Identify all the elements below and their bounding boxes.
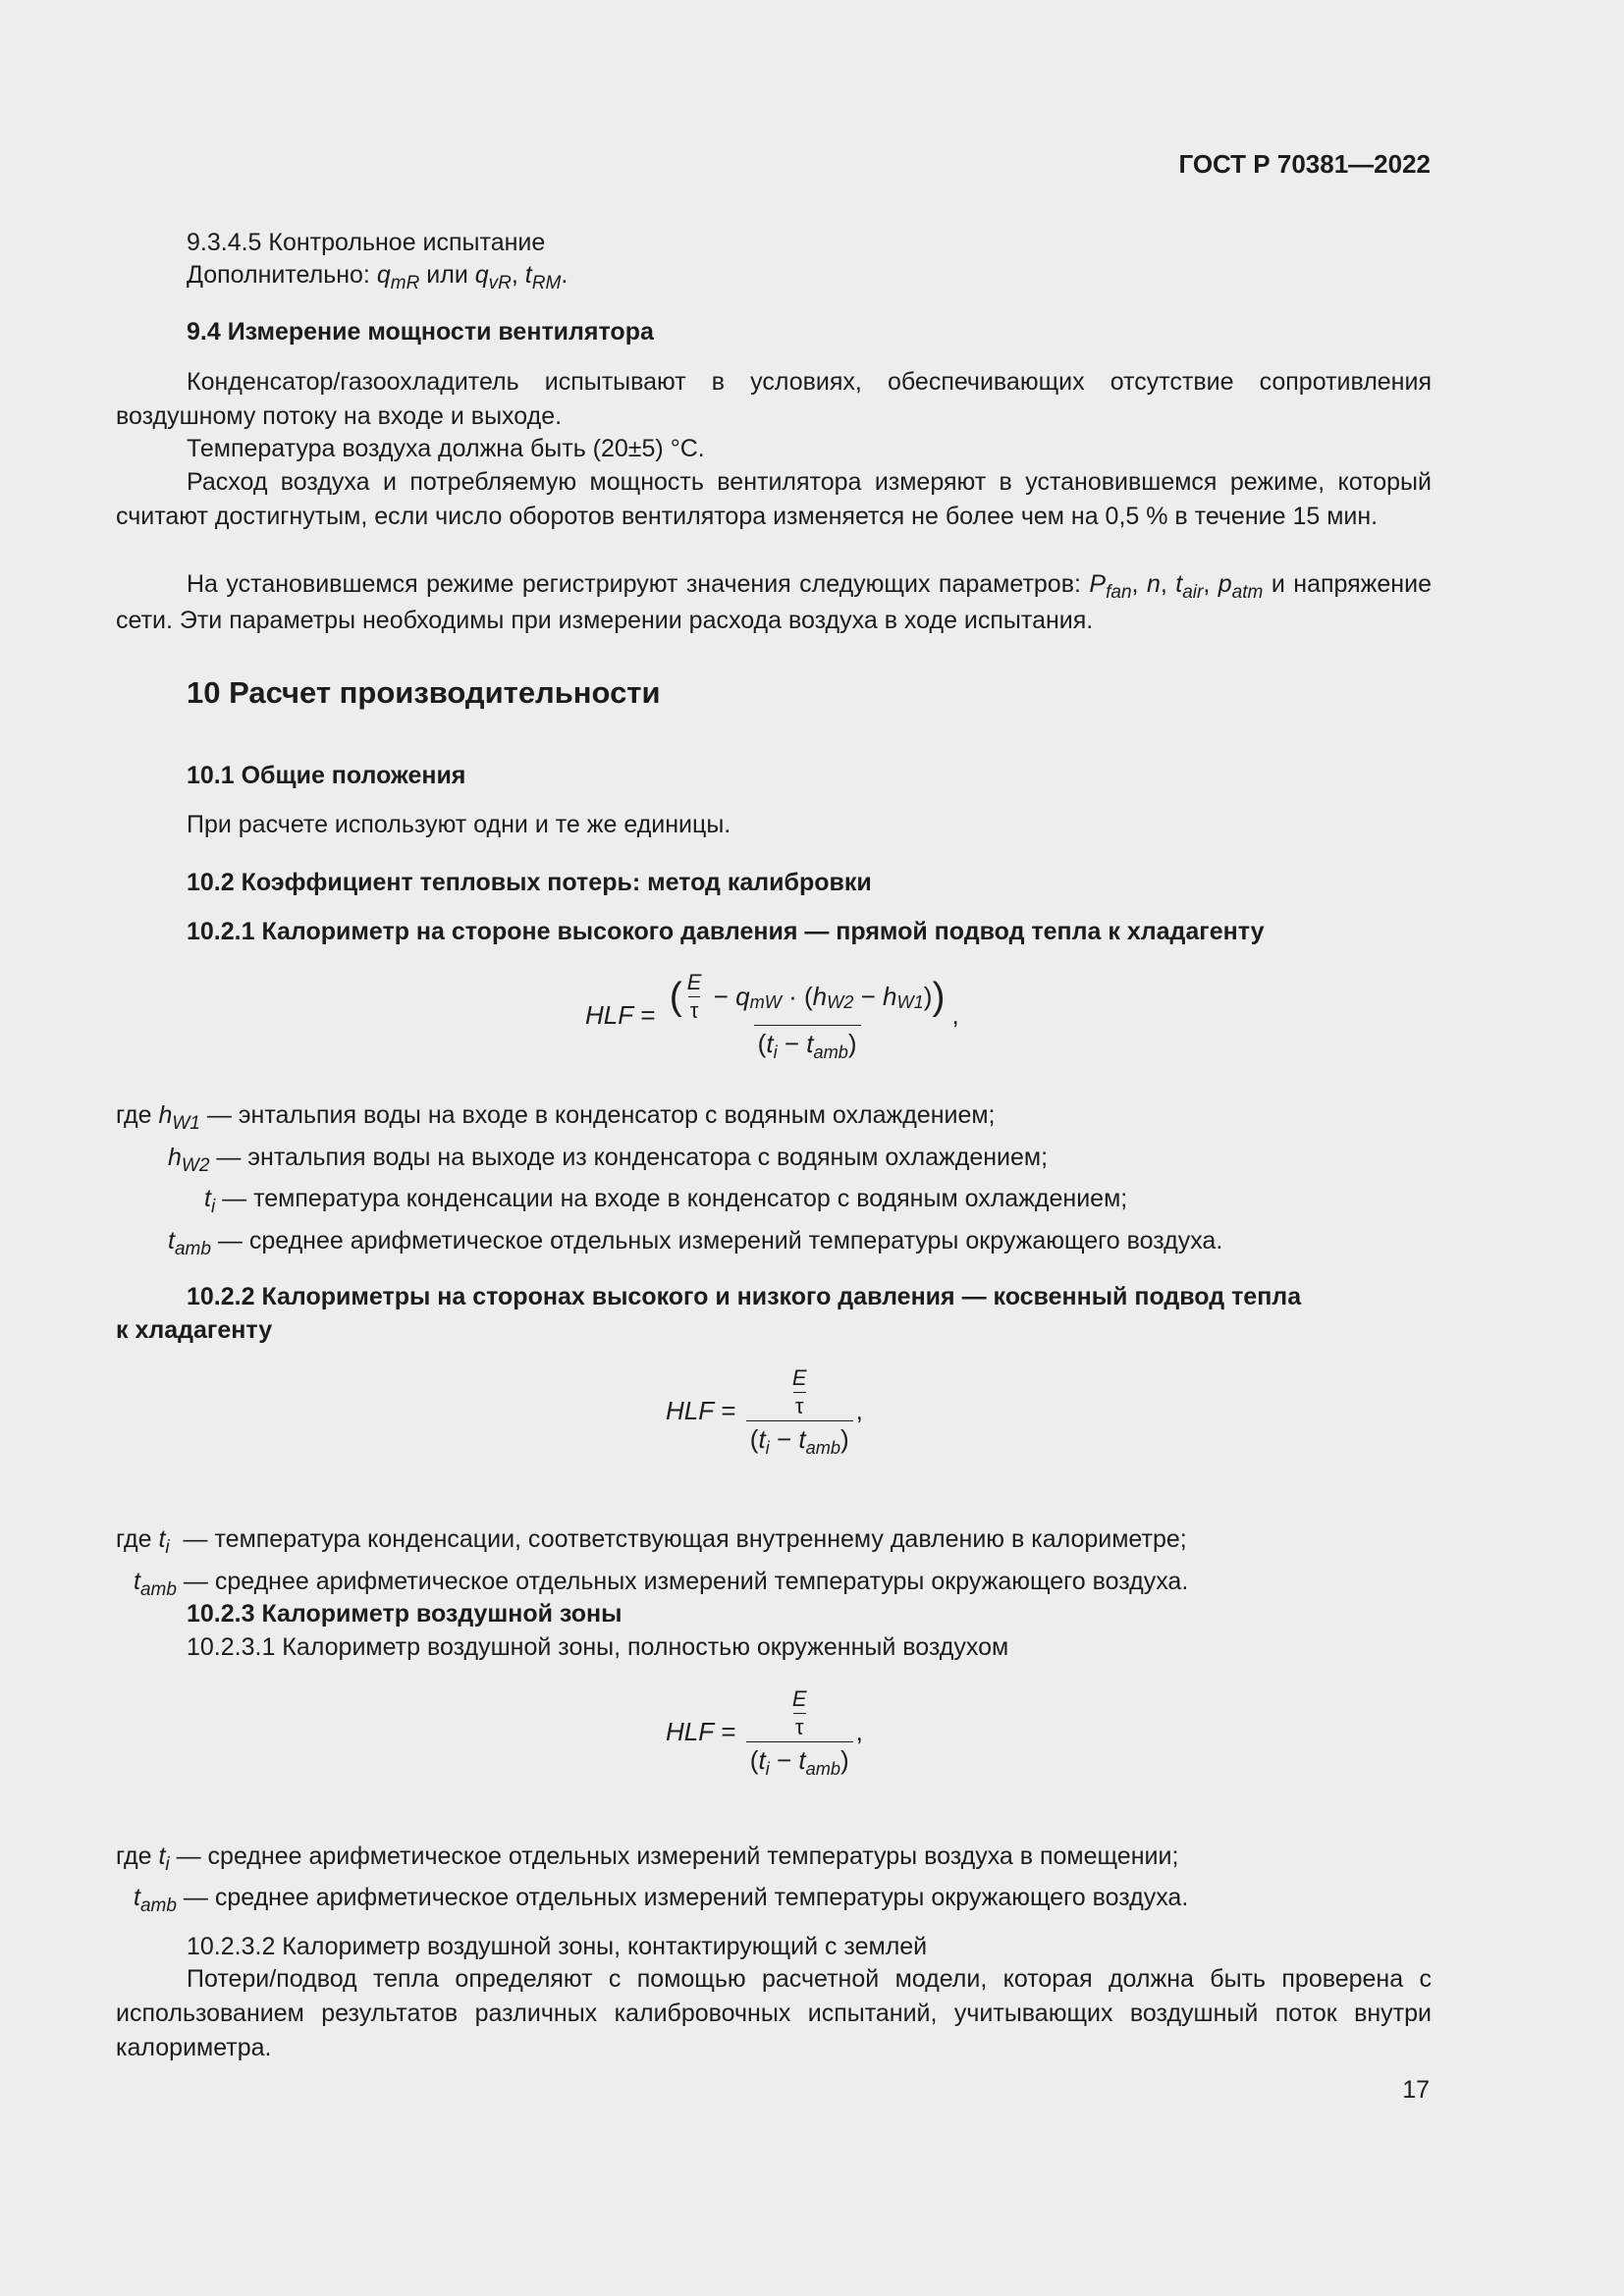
section-1022-heading-line1: 10.2.2 Калориметры на сторонах высокого и низкого давления — косвенный подвод тепла [187, 1283, 1302, 1310]
section-101-text: При расчете используют одни и те же единицы. [187, 811, 731, 838]
section-10-heading: 10 Расчет производительности [187, 675, 661, 710]
section-9345-additional: Дополнительно: $q_{mR}$ или $q_{vR}$, $t_{RM}$. [187, 261, 568, 294]
page-number: 17 [1402, 2076, 1430, 2104]
def-1022-tamb: $t_{amb}$ — среднее арифметическое отдельных измерений температуры окружающего воздуха. [134, 1568, 1189, 1601]
section-1023-heading: 10.2.3 Калориметр воздушной зоны [187, 1600, 623, 1628]
section-94-paragraph-4: На установившемся режиме регистрируют значения следующих параметров: $P_{fan}$, n, $t_{air}$, $p_{atm}$ и напряжение сети. Эти параметры необходимы при измерении расхода воздуха в ходе испытания. [116, 570, 1432, 634]
section-10232-title: 10.2.3.2 Калориметр воздушной зоны, контактирующий с землей [187, 1933, 928, 1960]
section-1021-heading: 10.2.1 Калориметр на стороне высокого давления — прямой подвод тепла к хладагенту [187, 918, 1265, 945]
formula-hlf-air-zone: HLF = $\frac{\frac{E}{\tau}}{(t_i - t_{amb})}$ , [666, 1686, 863, 1779]
section-94-paragraph-3: Расход воздуха и потребляемую мощность вентилятора измеряют в установившемся режиме, который считают достигнутым, если число оборотов вентилятора изменяется не более чем на 0,5 % в течение 15 мин. [116, 468, 1432, 530]
def-10231-tamb: $t_{amb}$ — среднее арифметическое отдельных измерений температуры окружающего воздуха. [134, 1884, 1189, 1917]
section-1022-heading-line2: к хладагенту [116, 1316, 273, 1344]
formula-hlf-direct: HLF = ( $\frac{E}{\tau}$ − q mW · ( h W2 − h W1 ) ) $(t_i - t_{amb})$ , [585, 970, 959, 1062]
formula-hlf-indirect: HLF = $\frac{\frac{E}{\tau}}{(t_i - t_{amb})}$ , [666, 1365, 863, 1458]
section-10231-title: 10.2.3.1 Калориметр воздушной зоны, полностью окруженный воздухом [187, 1633, 1009, 1661]
section-94-paragraph-2: Температура воздуха должна быть (20±5) °С. [187, 435, 705, 462]
section-9345-title: 9.3.4.5 Контрольное испытание [187, 229, 546, 256]
section-102-heading: 10.2 Коэффициент тепловых потерь: метод калибровки [187, 869, 872, 896]
def-hw2: $h_{W2}$ — энтальпия воды на выходе из конденсатора с водяным охлаждением; [168, 1144, 1049, 1177]
def-10231-ti: где $t_i$ — среднее арифметическое отдельных измерений температуры воздуха в помещении; [116, 1842, 1179, 1876]
def-tamb: $t_{amb}$ — среднее арифметическое отдельных измерений температуры окружающего воздуха. [168, 1227, 1223, 1260]
def-hw1: где $h_{W1}$ — энтальпия воды на входе в конденсатор с водяным охлаждением; [116, 1101, 996, 1135]
section-94-heading: 9.4 Измерение мощности вентилятора [187, 318, 654, 346]
def-1022-ti: где $t_i$ — температура конденсации, соответствующая внутреннему давлению в калориметре; [116, 1525, 1187, 1559]
section-10232-text: Потери/подвод тепла определяют с помощью расчетной модели, которая должна быть проверена с использованием результатов различных калибровочных испытаний, учитывающих воздушный поток внутри калориметра. [116, 1965, 1432, 2061]
standard-header: ГОСТ Р 70381—2022 [1178, 149, 1431, 179]
section-94-paragraph-1: Конденсатор/газоохладитель испытывают в условиях, обеспечивающих отсутствие сопротивления воздушному потоку на входе и выходе. [116, 368, 1432, 430]
def-ti: $t_i$ — температура конденсации на входе в конденсатор с водяным охлаждением; [204, 1185, 1128, 1218]
section-101-heading: 10.1 Общие положения [187, 762, 466, 789]
